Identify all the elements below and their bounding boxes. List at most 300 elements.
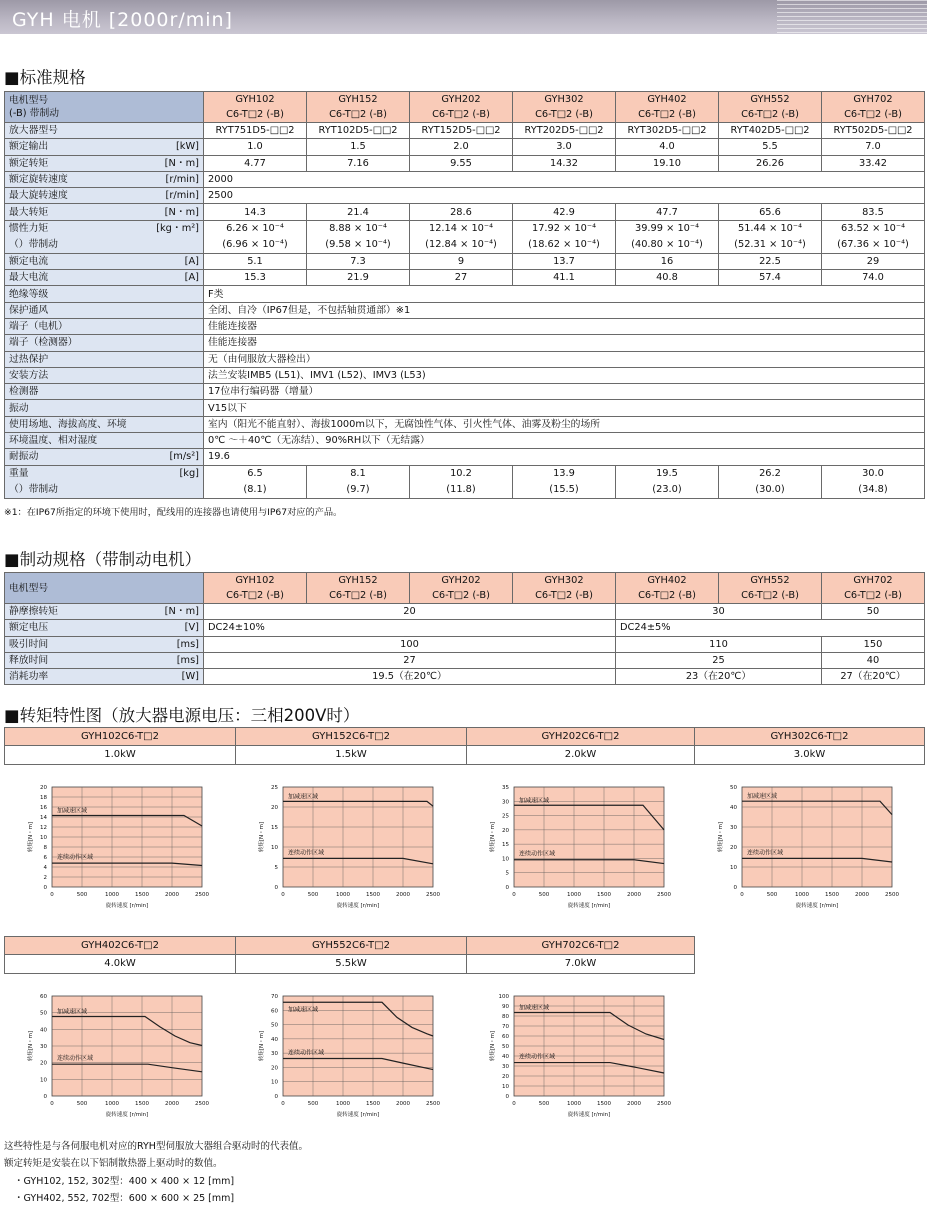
spec-row xyxy=(5,139,925,155)
model-suffix: C6-T□2 (-B) xyxy=(741,590,799,601)
chart-model-header: GYH202C6-T□2 xyxy=(466,727,695,746)
brake-value: 19.5（在20℃） xyxy=(204,669,616,685)
model-suffix: C6-T□2 (-B) xyxy=(226,109,284,120)
value-brake: (8.1) xyxy=(243,483,267,495)
model-header xyxy=(204,92,307,123)
spec-value xyxy=(410,465,513,498)
label-line xyxy=(9,384,199,399)
value-main: 17.92 × 10⁻⁴ xyxy=(531,222,597,234)
x-tick-label: 0 xyxy=(281,892,285,898)
spec-value: 3.0 xyxy=(513,139,616,155)
value-main: 39.99 × 10⁻⁴ xyxy=(634,222,700,234)
value-main: 26.2 xyxy=(759,467,781,479)
x-tick-label: 0 xyxy=(281,1101,285,1107)
spec-value: RYT152D5-□□2 xyxy=(410,123,513,139)
accel-region-label: 加减速区域 xyxy=(519,797,550,805)
row-label xyxy=(5,335,204,351)
label-unit: [kg] xyxy=(179,467,199,479)
spec-value: 5.1 xyxy=(204,253,307,269)
bottom-note: ・GYH402, 552, 702型：600 × 600 × 25 [mm] xyxy=(14,1193,235,1204)
x-tick-label: 1500 xyxy=(597,892,611,898)
continuous-region-label: 连续动作区域 xyxy=(288,849,325,857)
row-label xyxy=(5,367,204,383)
value-main: 8.88 × 10⁻⁴ xyxy=(329,222,387,234)
spec-value xyxy=(204,465,307,498)
continuous-region-label: 连续动作区域 xyxy=(57,854,94,862)
spec-value: RYT202D5-□□2 xyxy=(513,123,616,139)
x-tick-label: 2500 xyxy=(426,892,440,898)
label-text: 过热保护 xyxy=(9,353,49,365)
value-brake: (34.8) xyxy=(858,483,888,495)
label-line xyxy=(9,123,199,138)
spec-value xyxy=(410,220,513,253)
model-header xyxy=(307,92,410,123)
spec-row xyxy=(5,433,925,449)
y-tick-label: 25 xyxy=(502,813,509,820)
spec-value-span: 19.6 xyxy=(204,449,925,465)
chart-model-header: GYH702C6-T□2 xyxy=(466,936,695,955)
value-brake: (67.36 × 10⁻⁴) xyxy=(837,238,909,250)
spec-value-span: V15以下 xyxy=(204,400,925,416)
row-label xyxy=(5,270,204,286)
spec-value: 33.42 xyxy=(822,155,925,171)
spec-row xyxy=(5,367,925,383)
model-name: GYH152 xyxy=(338,94,378,105)
spec-row xyxy=(5,220,925,253)
spec-value: 26.26 xyxy=(719,155,822,171)
label-line xyxy=(9,270,199,285)
x-tick-label: 500 xyxy=(76,1101,88,1107)
y-tick-label: 0 xyxy=(505,885,509,891)
y-tick-label: 90 xyxy=(502,1004,509,1010)
y-tick-label: 30 xyxy=(730,825,737,831)
y-axis-label: 转矩[N・m] xyxy=(718,821,724,853)
header-label: 电机型号 xyxy=(5,573,204,604)
row-label xyxy=(5,318,204,334)
label-sub: （）带制动 xyxy=(9,483,58,495)
spec-value xyxy=(822,465,925,498)
model-name: GYH152 xyxy=(338,575,378,586)
section-title-torque-chart: ■转矩特性图（放大器电源电压：三相200V时） xyxy=(4,706,360,725)
y-tick-label: 20 xyxy=(502,1074,509,1080)
y-axis-label: 转矩[N・m] xyxy=(28,1030,34,1062)
y-tick-label: 20 xyxy=(502,827,509,834)
y-tick-label: 40 xyxy=(271,1036,278,1043)
x-tick-label: 2500 xyxy=(426,1101,440,1107)
value-brake: (6.96 × 10⁻⁴) xyxy=(222,238,288,250)
accel-region-label: 加减速区域 xyxy=(288,793,319,801)
y-tick-label: 0 xyxy=(505,1094,509,1100)
spec-value: 7.16 xyxy=(307,155,410,171)
value-main: 63.52 × 10⁻⁴ xyxy=(840,222,906,234)
brake-spec-table xyxy=(4,572,925,685)
y-tick-label: 20 xyxy=(40,1060,47,1067)
accel-region-label: 加减速区域 xyxy=(747,793,778,801)
standard-spec-table xyxy=(4,91,925,499)
brake-row xyxy=(5,669,925,685)
label-text: 端子（检测器） xyxy=(9,337,78,349)
model-header xyxy=(719,92,822,123)
value-main: 8.1 xyxy=(350,467,366,479)
chart-model-header: GYH552C6-T□2 xyxy=(235,936,467,955)
y-tick-label: 10 xyxy=(271,845,278,851)
accel-region-label: 加减速区域 xyxy=(288,1006,319,1014)
spec-value: 14.32 xyxy=(513,155,616,171)
x-tick-label: 1500 xyxy=(366,892,380,898)
label-line xyxy=(9,221,199,237)
spec-row xyxy=(5,351,925,367)
row-label xyxy=(5,433,204,449)
y-tick-label: 5 xyxy=(505,870,509,877)
row-label xyxy=(5,220,204,253)
label-line xyxy=(9,205,199,220)
x-tick-label: 500 xyxy=(766,892,778,898)
row-label xyxy=(5,351,204,367)
spec-value-span: 室内（阳光不能直射）、海拔1000m以下，无腐蚀性气体、引火性气体、油雾及粉尘的场所 xyxy=(204,416,925,432)
y-tick-label: 30 xyxy=(40,1044,47,1050)
y-tick-label: 0 xyxy=(43,885,47,891)
brake-header-row xyxy=(5,573,925,604)
label-line xyxy=(9,335,199,350)
chart-power-label: 1.0kW xyxy=(4,746,236,765)
value-brake: (9.58 × 10⁻⁴) xyxy=(325,238,391,250)
model-suffix: C6-T□2 (-B) xyxy=(329,590,387,601)
model-header xyxy=(719,573,822,604)
spec-value: 57.4 xyxy=(719,270,822,286)
x-tick-label: 2000 xyxy=(627,1101,641,1107)
brake-value: 30 xyxy=(616,604,822,620)
chart-power-label: 7.0kW xyxy=(466,955,695,974)
spec-value: 21.9 xyxy=(307,270,410,286)
x-tick-label: 1500 xyxy=(597,1101,611,1107)
model-header xyxy=(410,92,513,123)
x-tick-label: 1500 xyxy=(135,1101,149,1107)
bottom-note: 这些特性是与各伺服电机对应的RYH型伺服放大器组合驱动时的代表值。 xyxy=(4,1141,308,1152)
value-main: 19.5 xyxy=(656,467,678,479)
y-tick-label: 10 xyxy=(271,1079,278,1086)
y-tick-label: 8 xyxy=(43,845,47,851)
spec-row xyxy=(5,123,925,139)
y-tick-label: 15 xyxy=(502,842,509,849)
model-name: GYH202 xyxy=(441,575,481,586)
spec-value: 14.3 xyxy=(204,204,307,220)
x-tick-label: 0 xyxy=(50,892,54,898)
y-tick-label: 10 xyxy=(40,1077,47,1084)
label-text: 释放时间 xyxy=(9,655,49,667)
y-tick-label: 40 xyxy=(502,1054,509,1060)
label-text: 额定转矩 xyxy=(9,157,49,169)
torque-chart xyxy=(253,988,443,1118)
spec-value-span: 佳能连接器 xyxy=(204,318,925,334)
model-suffix: C6-T□2 (-B) xyxy=(432,109,490,120)
brake-value: 25 xyxy=(616,652,822,668)
model-header xyxy=(513,573,616,604)
value-main: 12.14 × 10⁻⁴ xyxy=(428,222,494,234)
spec-row xyxy=(5,318,925,334)
footnote: ※1：在IP67所指定的环境下使用时，配线用的连接器也请使用与IP67对应的产品。 xyxy=(4,507,343,518)
label-line xyxy=(9,368,199,383)
spec-value: 19.10 xyxy=(616,155,719,171)
x-tick-label: 2500 xyxy=(885,892,899,898)
label-text: 静摩擦转矩 xyxy=(9,606,58,618)
x-tick-label: 2500 xyxy=(657,1101,671,1107)
spec-value xyxy=(719,465,822,498)
label-text: 惯性力矩 xyxy=(9,222,49,234)
row-label xyxy=(5,204,204,220)
y-tick-label: 50 xyxy=(40,1010,47,1017)
section-title-brake-spec: ■制动规格（带制动电机） xyxy=(4,550,202,569)
model-suffix: C6-T□2 (-B) xyxy=(535,109,593,120)
x-tick-label: 2000 xyxy=(165,1101,179,1107)
spec-value: RYT751D5-□□2 xyxy=(204,123,307,139)
value-brake: (30.0) xyxy=(755,483,785,495)
y-tick-label: 2 xyxy=(43,875,47,881)
label-text: 耐振动 xyxy=(9,451,39,463)
y-tick-label: 30 xyxy=(502,799,509,806)
label-line xyxy=(9,287,199,302)
label-unit: [A] xyxy=(184,272,199,284)
bottom-note: 额定转矩是安装在以下铝制散热器上驱动时的数值。 xyxy=(4,1158,223,1169)
label-text: 放大器型号 xyxy=(9,125,58,137)
x-tick-label: 500 xyxy=(307,892,319,898)
brake-value: 100 xyxy=(204,636,616,652)
label-line xyxy=(9,669,199,684)
torque-chart xyxy=(253,779,443,909)
x-axis-label: 旋转速度 [r/min] xyxy=(105,1112,149,1118)
spec-value: 15.3 xyxy=(204,270,307,286)
label-text: 端子（电机） xyxy=(9,321,68,333)
model-suffix: C6-T□2 (-B) xyxy=(638,590,696,601)
label-text: 使用场地、海拔高度、环境 xyxy=(9,418,127,430)
x-axis-label: 旋转速度 [r/min] xyxy=(795,903,839,909)
value-main: 6.5 xyxy=(247,467,263,479)
x-tick-label: 1500 xyxy=(366,1101,380,1107)
label-text: 额定输出 xyxy=(9,141,49,153)
y-tick-label: 60 xyxy=(40,994,47,1000)
bottom-note: ・GYH102, 152, 302型：400 × 400 × 12 [mm] xyxy=(14,1176,235,1187)
label-line xyxy=(9,188,199,203)
y-tick-label: 4 xyxy=(43,865,47,871)
value-brake: (12.84 × 10⁻⁴) xyxy=(425,238,497,250)
value-brake: (52.31 × 10⁻⁴) xyxy=(734,238,806,250)
label-text: 最大电流 xyxy=(9,272,49,284)
x-tick-label: 500 xyxy=(76,892,88,898)
brake-value: 23（在20℃） xyxy=(616,669,822,685)
model-name: GYH102 xyxy=(235,575,275,586)
spec-row xyxy=(5,155,925,171)
header-label xyxy=(5,92,204,123)
x-tick-label: 0 xyxy=(740,892,744,898)
header-label-2: (-B) 带制动 xyxy=(9,108,60,119)
model-name: GYH302 xyxy=(544,575,584,586)
spec-value: 7.0 xyxy=(822,139,925,155)
y-tick-label: 14 xyxy=(40,815,47,821)
y-axis-label: 转矩[N・m] xyxy=(490,1030,496,1062)
row-label xyxy=(5,384,204,400)
spec-value: 41.1 xyxy=(513,270,616,286)
spec-value-span: 0℃ ～＋40℃（无冻结）、90%RH以下（无结露） xyxy=(204,433,925,449)
value-main: 51.44 × 10⁻⁴ xyxy=(737,222,803,234)
y-tick-label: 0 xyxy=(274,885,278,891)
row-label xyxy=(5,139,204,155)
y-tick-label: 70 xyxy=(502,1024,509,1030)
label-unit: [r/min] xyxy=(165,190,199,202)
spec-row xyxy=(5,188,925,204)
label-unit: [V] xyxy=(184,622,199,634)
model-name: GYH102 xyxy=(235,94,275,105)
spec-value-span: 无（由伺服放大器检出） xyxy=(204,351,925,367)
label-unit: [kW] xyxy=(175,141,199,153)
continuous-region-label: 连续动作区域 xyxy=(288,1049,325,1057)
model-suffix: C6-T□2 (-B) xyxy=(535,590,593,601)
value-brake: (18.62 × 10⁻⁴) xyxy=(528,238,600,250)
y-axis-label: 转矩[N・m] xyxy=(490,821,496,853)
y-tick-label: 25 xyxy=(271,785,278,791)
label-line xyxy=(9,604,199,619)
model-suffix: C6-T□2 (-B) xyxy=(329,109,387,120)
model-suffix: C6-T□2 (-B) xyxy=(638,109,696,120)
x-axis-label: 旋转速度 [r/min] xyxy=(336,1112,380,1118)
row-label xyxy=(5,416,204,432)
row-label xyxy=(5,253,204,269)
label-text: 额定旋转速度 xyxy=(9,174,68,186)
spec-value-span: 17位串行编码器（增量） xyxy=(204,384,925,400)
label-unit: [m/s²] xyxy=(169,451,199,463)
row-label xyxy=(5,636,204,652)
y-tick-label: 10 xyxy=(730,865,737,871)
label-unit: [N・m] xyxy=(164,606,199,618)
y-tick-label: 10 xyxy=(502,856,509,863)
label-unit: [N・m] xyxy=(164,206,199,218)
brake-value: DC24±5% xyxy=(616,620,925,636)
model-header xyxy=(204,573,307,604)
y-tick-label: 50 xyxy=(502,1044,509,1050)
spec-value: 2.0 xyxy=(410,139,513,155)
spec-value xyxy=(513,465,616,498)
chart-model-header: GYH302C6-T□2 xyxy=(694,727,925,746)
spec-row xyxy=(5,400,925,416)
chart-model-header: GYH402C6-T□2 xyxy=(4,936,236,955)
continuous-region-label: 连续动作区域 xyxy=(57,1055,94,1063)
spec-value: RYT302D5-□□2 xyxy=(616,123,719,139)
label-line xyxy=(9,401,199,416)
torque-chart xyxy=(22,779,212,909)
label-line xyxy=(9,254,199,269)
torque-chart xyxy=(484,779,674,909)
value-brake: (11.8) xyxy=(446,483,476,495)
chart-power-label: 2.0kW xyxy=(466,746,695,765)
spec-value: 65.6 xyxy=(719,204,822,220)
model-name: GYH302 xyxy=(544,94,584,105)
label-text: 最大转矩 xyxy=(9,206,49,218)
label-unit: [ms] xyxy=(176,638,199,650)
y-tick-label: 50 xyxy=(271,1022,278,1029)
accel-region-label: 加减速区域 xyxy=(519,1004,550,1012)
spec-value-span: 佳能连接器 xyxy=(204,335,925,351)
spec-value xyxy=(616,465,719,498)
label-unit: [r/min] xyxy=(165,174,199,186)
header-label-1: 电机型号 xyxy=(9,95,49,106)
y-tick-label: 70 xyxy=(271,994,278,1000)
label-text: 环境温度、相对湿度 xyxy=(9,435,98,447)
spec-value: 5.5 xyxy=(719,139,822,155)
model-name: GYH702 xyxy=(853,575,893,586)
x-tick-label: 1000 xyxy=(336,1101,350,1107)
row-label xyxy=(5,620,204,636)
spec-value-span: 2000 xyxy=(204,171,925,187)
spec-value: 7.3 xyxy=(307,253,410,269)
row-label xyxy=(5,669,204,685)
chart-model-header: GYH102C6-T□2 xyxy=(4,727,236,746)
brake-row xyxy=(5,652,925,668)
y-tick-label: 20 xyxy=(271,805,278,811)
y-tick-label: 10 xyxy=(40,835,47,841)
label-text: 保护通风 xyxy=(9,304,49,316)
spec-value xyxy=(204,220,307,253)
y-tick-label: 40 xyxy=(730,805,737,811)
label-line xyxy=(9,449,199,464)
spec-row xyxy=(5,270,925,286)
x-tick-label: 500 xyxy=(538,892,550,898)
torque-chart xyxy=(484,988,674,1118)
chart-power-label: 1.5kW xyxy=(235,746,467,765)
row-label xyxy=(5,123,204,139)
value-brake: (15.5) xyxy=(549,483,579,495)
brake-row xyxy=(5,636,925,652)
y-tick-label: 6 xyxy=(43,855,47,861)
y-tick-label: 20 xyxy=(40,785,47,791)
spec-value: 47.7 xyxy=(616,204,719,220)
spec-value: 4.0 xyxy=(616,139,719,155)
x-tick-label: 2000 xyxy=(627,892,641,898)
model-header xyxy=(822,573,925,604)
model-name: GYH552 xyxy=(750,575,790,586)
label-line xyxy=(9,156,199,171)
spec-value xyxy=(513,220,616,253)
spec-row xyxy=(5,384,925,400)
brake-value: 27（在20℃） xyxy=(822,669,925,685)
spec-row xyxy=(5,335,925,351)
spec-value-span: 全闭、自冷（IP67但是，不包括轴贯通部）※1 xyxy=(204,302,925,318)
brake-value: 50 xyxy=(822,604,925,620)
y-tick-label: 16 xyxy=(40,805,47,811)
value-main: 30.0 xyxy=(862,467,884,479)
model-header xyxy=(410,573,513,604)
value-main: 6.26 × 10⁻⁴ xyxy=(226,222,284,234)
spec-value xyxy=(307,220,410,253)
model-header xyxy=(616,92,719,123)
model-header xyxy=(513,92,616,123)
label-text: 安装方法 xyxy=(9,370,49,381)
x-tick-label: 2000 xyxy=(165,892,179,898)
x-tick-label: 1000 xyxy=(105,892,119,898)
y-axis-label: 转矩[N・m] xyxy=(259,1030,265,1062)
y-tick-label: 0 xyxy=(43,1094,47,1100)
label-unit: [N・m] xyxy=(164,157,199,169)
spec-value: 40.8 xyxy=(616,270,719,286)
spec-value xyxy=(719,220,822,253)
y-axis-label: 转矩[N・m] xyxy=(259,821,265,853)
spec-value: 22.5 xyxy=(719,253,822,269)
x-tick-label: 2000 xyxy=(396,1101,410,1107)
brake-row xyxy=(5,604,925,620)
row-label xyxy=(5,286,204,302)
x-tick-label: 1500 xyxy=(135,892,149,898)
model-header xyxy=(822,92,925,123)
label-unit: [A] xyxy=(184,255,199,267)
torque-chart xyxy=(712,779,902,909)
value-brake: (9.7) xyxy=(346,483,370,495)
